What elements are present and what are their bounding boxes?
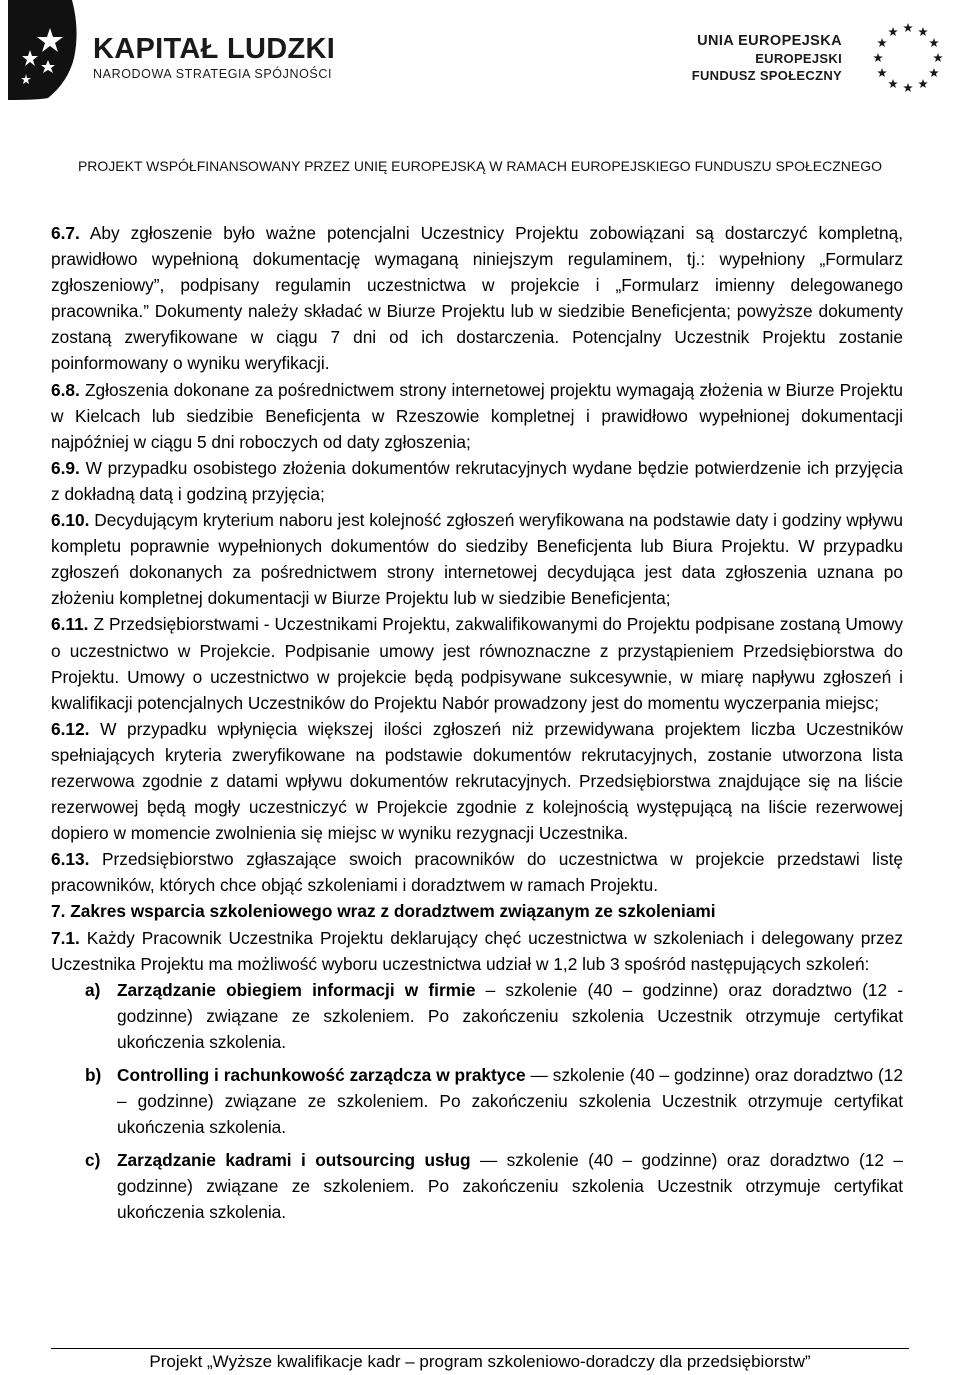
section-number: 6.8.	[51, 379, 80, 400]
eu-star-icon	[918, 27, 928, 36]
section-number: 6.13.	[51, 849, 90, 870]
paragraph-text: Aby zgłoszenie było ważne potencjalni Uczestnicy Projektu zobowiązani są dostarczyć kompletną, prawidłowo wypełnioną dokumentację wymaganą niniejszym regulaminem, tj.: wypełniony „Formularz zgłoszeniowy”, podpisany regulamin uczestnictwa w projekcie i „Formularz imienny delegowanego pracownika.” Dokumenty należy składać w Biurze Projektu lub w siedzibie Beneficjenta; powyższe dokumenty zostaną zweryfikowane w ciągu 7 dni od ich dostarczenia. Potencjalny Uczestnik Projektu zostanie poinformowany o wyniku weryfikacji.	[51, 223, 903, 374]
paragraph-6-10	[51, 507, 903, 611]
eu-star-icon	[933, 53, 943, 62]
eu-star-icon	[918, 79, 928, 88]
item-letter: b)	[85, 1065, 102, 1085]
regulation-content	[51, 220, 903, 1226]
eu-star-icon	[888, 79, 898, 88]
footer-divider	[51, 1348, 909, 1349]
item-letter: a)	[85, 979, 101, 1000]
paragraph-7-1	[51, 925, 903, 977]
paragraph-6-13	[51, 846, 903, 898]
eu-star-icon	[929, 68, 939, 77]
section-number: 6.10.	[51, 510, 90, 531]
training-item-c	[51, 1147, 903, 1225]
paragraph-text: W przypadku osobistego złożenia dokumentów rekrutacyjnych wydane będzie potwierdzenie ich przyjęcia z dokładną datą i godziną przyjęcia;	[51, 457, 903, 504]
kapital-ludzki-logo-icon	[8, 0, 80, 100]
paragraph-6-8	[51, 377, 903, 455]
paragraph-6-12	[51, 716, 903, 846]
item-letter: c)	[85, 1150, 101, 1171]
training-description: – szkolenie (40 – godzinne) oraz doradztwo (12 - godzinne) związane ze szkoleniem. Po zakończeniu szkolenia Uczestnik otrzymuje certyfikat ukończenia szkolenia.	[117, 979, 903, 1052]
eu-line-1: UNIA EUROPEJSKA	[697, 33, 842, 49]
training-item-a	[51, 977, 903, 1055]
paragraph-text: Decydującym kryterium naboru jest kolejność zgłoszeń weryfikowana na podstawie daty i godziny wpływu kompletu poprawnie wypełnionych dokumentów do siedziby Beneficjenta lub Biura Projektu. W przypadku zgłoszeń dokonanych za pośrednictwem strony internetowej decydująca jest data zgłoszenia uznana po złożeniu kompletnej dokumentacji w Biurze Projektu lub w siedzibie Beneficjenta;	[51, 510, 903, 609]
eu-fund-text	[692, 33, 842, 84]
eu-star-icon	[888, 27, 898, 36]
eu-star-icon	[929, 38, 939, 47]
paragraph-text: W przypadku wpłynięcia większej ilości zgłoszeń niż przewidywana projektem liczba Uczestników spełniających kryteria zweryfikowane na podstawie dokumentów rekrutacyjnych, zostanie utworzona lista rezerwowa zgodnie z datami wpływu dokumentów rekrutacyjnych. Przedsiębiorstwa znajdujące się na liście rezerwowej będą mogły uczestniczyć w Projekcie zgodnie z kolejnością występującą na liście rezerwowej dopiero w momencie zwolnienia się miejsc w wyniku rezygnacji Uczestnika.	[51, 718, 903, 844]
paragraph-text: Z Przedsiębiorstwami - Uczestnikami Projektu, zakwalifikowanymi do Projektu podpisane zostaną Umowy o uczestnictwo w Projekcie. Podpisanie umowy jest równoznaczne z przystąpieniem Przedsiębiorstwa do Projektu. Umowy o uczestnictwo w projekcie będą podpisywane sukcesywnie, w miarę napływu zgłoszeń i kwalifikacji potencjalnych Uczestników do Projektu Nabór prowadzony jest do momentu wyczerpania miejsc;	[51, 614, 903, 713]
eu-star-icon	[873, 53, 883, 62]
section-number: 6.9.	[51, 457, 80, 478]
training-description: — szkolenie (40 – godzinne) oraz doradztwo (12 – godzinne) związane ze szkoleniem. Po zakończeniu szkolenia Uczestnik otrzymuje certyfikat ukończenia szkolenia.	[117, 1150, 903, 1223]
paragraph-6-9	[51, 455, 903, 507]
section-number: 6.12.	[51, 718, 90, 739]
section-7-heading: 7. Zakres wsparcia szkoleniowego wraz z doradztwem związanym ze szkoleniami	[51, 901, 716, 922]
page-header	[0, 0, 960, 174]
training-title: Controlling i rachunkowość zarządcza w praktyce	[117, 1065, 526, 1085]
eu-star-icon	[903, 23, 913, 32]
paragraph-text: Zgłoszenia dokonane za pośrednictwem strony internetowej projektu wymagają złożenia w Biurze Projektu w Kielcach lub siedzibie Beneficjenta w Rzeszowie kompletnej i prawidłowo wypełnionej dokumentacji najpóźniej w ciągu 5 dni roboczych od daty zgłoszenia;	[51, 379, 903, 452]
kapital-ludzki-title: KAPITAŁ LUDZKI	[93, 33, 336, 65]
eu-star-icon	[877, 38, 887, 47]
training-item-b	[51, 1062, 903, 1140]
section-number: 6.7.	[51, 223, 80, 243]
eu-stars-icon	[864, 14, 952, 102]
training-title: Zarządzanie kadrami i outsourcing usług	[117, 1150, 471, 1171]
paragraph-text: Przedsiębiorstwo zgłaszające swoich pracowników do uczestnictwa w projekcie przedstawi listę pracowników, których chce objąć szkoleniami i doradztwem w ramach Projektu.	[51, 849, 903, 896]
eu-star-icon	[877, 68, 887, 77]
section-number: 7.1.	[51, 927, 80, 948]
paragraph-text: Każdy Pracownik Uczestnika Projektu deklarujący chęć uczestnictwa w szkoleniach i delegowany przez Uczestnika Projektu ma możliwość wyboru uczestnictwa udział w 1,2 lub 3 spośród następujących szkoleń:	[51, 927, 903, 974]
cofinancing-line: PROJEKT WSPÓŁFINANSOWANY PRZEZ UNIĘ EUROPEJSKĄ W RAMACH EUROPEJSKIEGO FUNDUSZU SPOŁECZNEGO	[77, 158, 883, 174]
section-number: 6.11.	[51, 614, 89, 635]
page-footer: Projekt „Wyższe kwalifikacje kadr – program szkoleniowo-doradczy dla przedsiębiorstw”	[149, 1352, 811, 1371]
paragraph-6-11	[51, 611, 903, 715]
eu-star-icon	[903, 83, 913, 92]
training-title: Zarządzanie obiegiem informacji w firmie	[117, 979, 476, 1000]
training-description: — szkolenie (40 – godzinne) oraz doradztwo (12 – godzinne) związane ze szkoleniem. Po zakończeniu szkolenia Uczestnik otrzymuje certyfikat ukończenia szkolenia.	[117, 1065, 903, 1138]
eu-line-3: FUNDUSZ SPOŁECZNY	[691, 68, 842, 83]
eu-line-2: EUROPEJSKI	[755, 51, 842, 66]
kapital-ludzki-subtitle: NARODOWA STRATEGIA SPÓJNOŚCI	[93, 67, 333, 81]
paragraph-6-7	[51, 220, 903, 377]
